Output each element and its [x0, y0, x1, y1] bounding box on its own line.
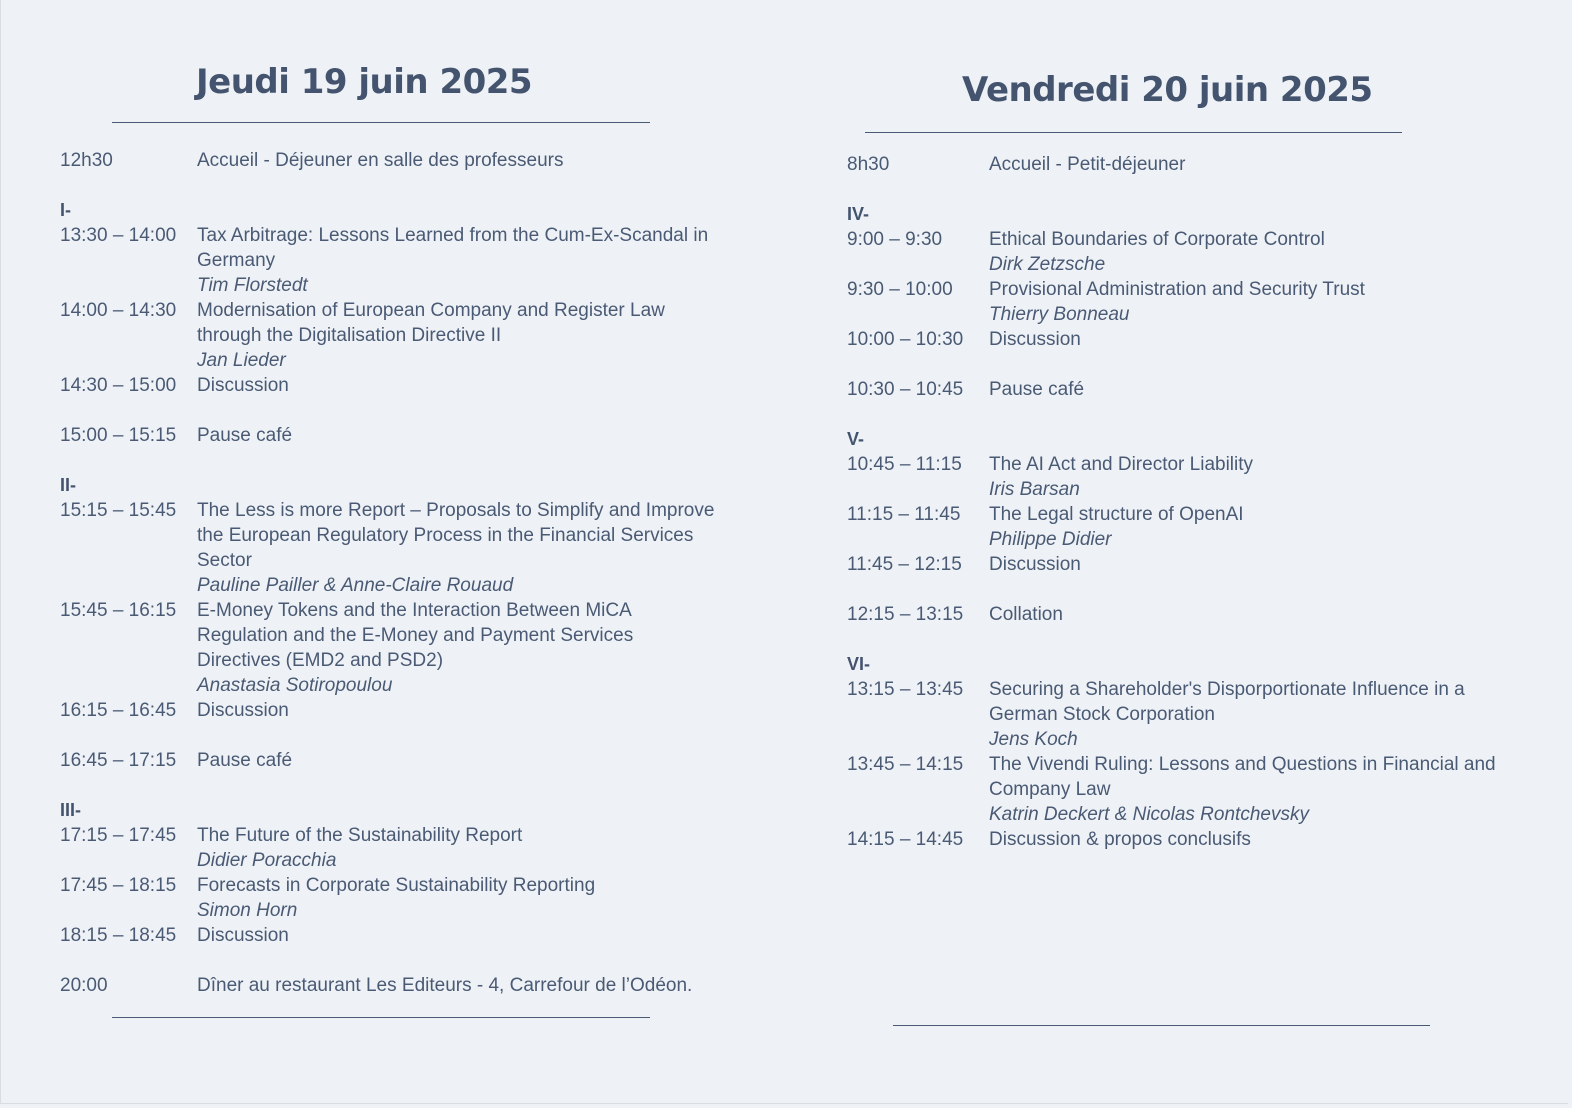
talk-title: Provisional Administration and Security Trust — [989, 279, 1365, 300]
day2-schedule — [847, 152, 1527, 852]
row-time: 14:00 – 14:30 — [60, 300, 177, 321]
schedule-row — [60, 973, 720, 998]
row-time: 10:30 – 10:45 — [847, 379, 964, 400]
row-time: 11:45 – 12:15 — [847, 554, 962, 575]
talk-speaker: Katrin Deckert & Nicolas Rontchevsky — [989, 804, 1309, 825]
schedule-row — [847, 152, 1527, 177]
session-number: III- — [60, 800, 81, 820]
talk-speaker: Dirk Zetzsche — [989, 254, 1106, 275]
schedule-row — [847, 677, 1527, 752]
row-text: Dîner au restaurant Les Editeurs - 4, Carrefour de l’Odéon. — [197, 975, 693, 996]
talk-title: Tax Arbitrage: Lessons Learned from the Cum-Ex-Scandal in Germany — [197, 225, 709, 271]
talk-title: Securing a Shareholder's Disporportionate Influence in a German Stock Corporation — [989, 679, 1465, 725]
row-text: Accueil - Petit-déjeuner — [989, 154, 1186, 175]
row-time: 14:30 – 15:00 — [60, 375, 177, 396]
row-time: 10:45 – 11:15 — [847, 454, 962, 475]
schedule-row — [60, 423, 720, 448]
row-text: Discussion — [989, 554, 1081, 575]
talk-speaker: Anastasia Sotiropoulou — [197, 675, 393, 696]
schedule-row — [60, 923, 720, 948]
row-text: Collation — [989, 604, 1063, 625]
talk-speaker: Tim Florstedt — [197, 275, 308, 296]
day2-top-divider — [865, 132, 1402, 133]
row-time: 17:15 – 17:45 — [60, 825, 177, 846]
schedule-row — [60, 698, 720, 723]
day2-title: Vendredi 20 juin 2025 — [962, 70, 1373, 110]
talk-title: The Future of the Sustainability Report — [197, 825, 523, 846]
session-number: V- — [847, 429, 865, 449]
row-time: 14:15 – 14:45 — [847, 829, 964, 850]
schedule-row — [847, 227, 1527, 277]
schedule-row — [60, 148, 720, 173]
schedule-row — [60, 823, 720, 873]
schedule-row — [60, 498, 720, 598]
talk-title: Modernisation of European Company and Register Law through the Digitalisation Directive II — [197, 300, 665, 346]
row-text: Discussion — [197, 700, 289, 721]
row-time: 13:30 – 14:00 — [60, 225, 177, 246]
schedule-row — [847, 327, 1527, 352]
talk-title: Forecasts in Corporate Sustainability Reporting — [197, 875, 596, 896]
day1-title: Jeudi 19 juin 2025 — [196, 62, 533, 102]
schedule-row — [847, 602, 1527, 627]
session-number: IV- — [847, 204, 870, 224]
talk-speaker: Didier Poracchia — [197, 850, 337, 871]
schedule-row — [847, 827, 1527, 852]
talk-title: E-Money Tokens and the Interaction Between MiCA Regulation and the E-Money and Payment Services Directives (EMD2 and PSD2) — [197, 600, 634, 671]
row-time: 9:30 – 10:00 — [847, 279, 953, 300]
talk-speaker: Philippe Didier — [989, 529, 1112, 550]
talk-speaker: Jan Lieder — [197, 350, 286, 371]
schedule-row — [60, 223, 720, 298]
schedule-row — [60, 598, 720, 698]
talk-speaker: Jens Koch — [989, 729, 1078, 750]
session-number: I- — [60, 200, 71, 220]
talk-speaker: Iris Barsan — [989, 479, 1080, 500]
day1-top-divider — [112, 122, 650, 123]
row-text: Discussion — [989, 329, 1081, 350]
row-time: 15:45 – 16:15 — [60, 600, 177, 621]
talk-title: The Less is more Report – Proposals to Simplify and Improve the European Regulatory Process in the Financial Services Sector — [197, 500, 715, 571]
day2-bottom-divider — [893, 1025, 1430, 1026]
row-time: 18:15 – 18:45 — [60, 925, 177, 946]
row-time: 9:00 – 9:30 — [847, 229, 943, 250]
row-text: Discussion — [197, 925, 289, 946]
talk-title: Ethical Boundaries of Corporate Control — [989, 229, 1325, 250]
row-text: Pause café — [989, 379, 1085, 400]
schedule-row — [847, 752, 1527, 827]
row-time: 12:15 – 13:15 — [847, 604, 964, 625]
row-time: 16:45 – 17:15 — [60, 750, 177, 771]
row-time: 20:00 — [60, 975, 108, 996]
talk-title: The AI Act and Director Liability — [989, 454, 1254, 475]
schedule-row — [60, 873, 720, 923]
row-time: 10:00 – 10:30 — [847, 329, 964, 350]
row-time: 17:45 – 18:15 — [60, 875, 177, 896]
talk-title: The Legal structure of OpenAI — [989, 504, 1244, 525]
row-text: Pause café — [197, 750, 293, 771]
schedule-row — [847, 502, 1527, 552]
day1-bottom-divider — [112, 1017, 650, 1018]
row-time: 13:15 – 13:45 — [847, 679, 964, 700]
schedule-row — [60, 373, 720, 398]
session-number: II- — [60, 475, 76, 495]
talk-speaker: Pauline Pailler & Anne-Claire Rouaud — [197, 575, 514, 596]
day1-column — [60, 62, 720, 996]
row-time: 13:45 – 14:15 — [847, 754, 964, 775]
row-text: Accueil - Déjeuner en salle des professeurs — [197, 150, 564, 171]
row-time: 15:00 – 15:15 — [60, 425, 177, 446]
schedule-row — [847, 552, 1527, 577]
talk-speaker: Simon Horn — [197, 900, 298, 921]
row-text: Pause café — [197, 425, 293, 446]
row-time: 8h30 — [847, 154, 890, 175]
row-time: 16:15 – 16:45 — [60, 700, 177, 721]
schedule-row — [847, 377, 1527, 402]
day1-schedule — [60, 148, 720, 998]
row-text: Discussion & propos conclusifs — [989, 829, 1251, 850]
row-time: 12h30 — [60, 150, 113, 171]
row-text: Discussion — [197, 375, 289, 396]
schedule-row — [60, 298, 720, 373]
day2-column — [847, 70, 1527, 850]
session-number: VI- — [847, 654, 871, 674]
row-time: 15:15 – 15:45 — [60, 500, 177, 521]
talk-speaker: Thierry Bonneau — [989, 304, 1130, 325]
schedule-row — [847, 452, 1527, 502]
talk-title: The Vivendi Ruling: Lessons and Questions in Financial and Company Law — [989, 754, 1496, 800]
schedule-row — [847, 277, 1527, 327]
row-time: 11:15 – 11:45 — [847, 504, 961, 525]
schedule-row — [60, 748, 720, 773]
